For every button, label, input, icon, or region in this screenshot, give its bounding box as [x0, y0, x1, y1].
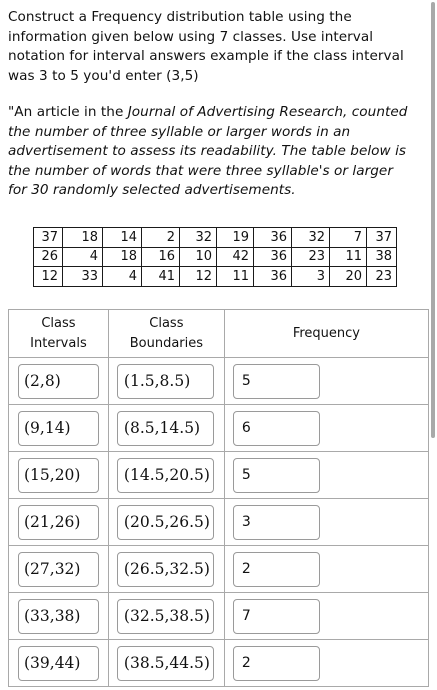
data-cell: 36 — [254, 247, 292, 267]
data-cell: 4 — [103, 267, 142, 287]
scrollbar[interactable] — [431, 2, 435, 438]
quote-italic-text: Journal of Advertising Research, counted — [127, 104, 408, 120]
class-interval-cell — [9, 452, 109, 499]
class-interval-cell — [9, 546, 109, 593]
data-cell: 7 — [330, 228, 367, 248]
class-boundary-cell — [108, 499, 224, 546]
data-cell: 37 — [367, 228, 397, 248]
data-cell: 16 — [142, 247, 180, 267]
instructions-line: notation for interval answers example if the class interval — [8, 48, 404, 64]
header-class-boundaries: Class Boundaries — [108, 310, 224, 358]
instructions-text — [8, 8, 423, 86]
class-interval-input[interactable]: (39,44) — [18, 646, 99, 681]
class-boundary-cell — [108, 405, 224, 452]
class-interval-input[interactable]: (21,26) — [18, 505, 99, 540]
quote-line — [8, 103, 426, 123]
frequency-cell — [224, 593, 428, 640]
class-interval-input[interactable]: (9,14) — [18, 411, 99, 446]
quote-plain-text: "An article in the — [8, 104, 128, 120]
data-cell: 32 — [180, 228, 217, 248]
data-cell: 20 — [330, 267, 367, 287]
quote-line: advertisement to assess its readability. The table below is — [8, 143, 407, 159]
frequency-table-header — [9, 310, 429, 358]
header-class-intervals: Class Intervals — [9, 310, 109, 358]
data-cell: 38 — [367, 247, 397, 267]
frequency-cell — [224, 358, 428, 405]
header-frequency: Frequency — [224, 310, 428, 358]
frequency-input[interactable]: 2 — [233, 646, 320, 681]
data-cell: 12 — [34, 267, 63, 287]
quote-line: the number of three syllable or larger words in an — [8, 123, 351, 140]
quote-line: the number of words that were three syllable's or larger — [8, 162, 393, 179]
instructions-line: Construct a Frequency distribution table using the — [8, 9, 352, 25]
frequency-cell — [224, 405, 428, 452]
data-cell: 11 — [217, 267, 254, 287]
frequency-input[interactable]: 3 — [233, 505, 320, 540]
class-boundary-input[interactable]: (32.5,38.5) — [117, 599, 214, 634]
frequency-input[interactable]: 2 — [233, 552, 320, 587]
class-interval-input[interactable]: (15,20) — [18, 458, 99, 493]
data-cell: 41 — [142, 267, 180, 287]
frequency-row — [9, 358, 429, 405]
class-interval-cell — [9, 405, 109, 452]
data-cell: 37 — [34, 228, 63, 248]
data-row — [34, 267, 397, 287]
data-cell: 23 — [292, 247, 330, 267]
data-cell: 2 — [142, 228, 180, 248]
data-cell: 12 — [180, 267, 217, 287]
class-interval-input[interactable]: (2,8) — [18, 364, 99, 399]
class-boundary-cell — [108, 640, 224, 687]
frequency-cell — [224, 546, 428, 593]
data-cell: 36 — [254, 228, 292, 248]
data-cell: 14 — [103, 228, 142, 248]
data-cell: 33 — [63, 267, 103, 287]
class-boundary-input[interactable]: (26.5,32.5) — [117, 552, 214, 587]
frequency-row — [9, 593, 429, 640]
frequency-input[interactable]: 5 — [233, 364, 320, 399]
frequency-cell — [224, 640, 428, 687]
frequency-row — [9, 499, 429, 546]
class-interval-cell — [9, 358, 109, 405]
article-quote — [8, 103, 426, 201]
instructions-line: information given below using 7 classes. Use interval — [8, 28, 374, 45]
class-boundary-input[interactable]: (20.5,26.5) — [117, 505, 214, 540]
frequency-row — [9, 640, 429, 687]
frequency-table — [8, 309, 429, 687]
data-row — [34, 228, 397, 248]
frequency-cell — [224, 499, 428, 546]
frequency-input[interactable]: 7 — [233, 599, 320, 634]
class-boundary-input[interactable]: (1.5,8.5) — [117, 364, 214, 399]
quote-line: for 30 randomly selected advertisements. — [8, 182, 296, 198]
class-interval-cell — [9, 499, 109, 546]
class-boundary-cell — [108, 452, 224, 499]
class-boundary-cell — [108, 358, 224, 405]
data-cell: 32 — [292, 228, 330, 248]
data-cell: 10 — [180, 247, 217, 267]
class-boundary-input[interactable]: (38.5,44.5) — [117, 646, 214, 681]
raw-data-table — [33, 227, 397, 287]
data-cell: 3 — [292, 267, 330, 287]
data-cell: 11 — [330, 247, 367, 267]
frequency-row — [9, 546, 429, 593]
data-cell: 18 — [63, 228, 103, 248]
class-boundary-cell — [108, 593, 224, 640]
data-cell: 4 — [63, 247, 103, 267]
data-cell: 19 — [217, 228, 254, 248]
class-interval-input[interactable]: (33,38) — [18, 599, 99, 634]
frequency-cell — [224, 452, 428, 499]
class-interval-cell — [9, 640, 109, 687]
class-boundary-input[interactable]: (8.5,14.5) — [117, 411, 214, 446]
frequency-input[interactable]: 5 — [233, 458, 320, 493]
class-boundary-input[interactable]: (14.5,20.5) — [117, 458, 214, 493]
class-interval-input[interactable]: (27,32) — [18, 552, 99, 587]
data-cell: 23 — [367, 267, 397, 287]
data-cell: 42 — [217, 247, 254, 267]
frequency-row — [9, 405, 429, 452]
data-cell: 18 — [103, 247, 142, 267]
data-cell: 26 — [34, 247, 63, 267]
frequency-row — [9, 452, 429, 499]
class-interval-cell — [9, 593, 109, 640]
data-cell: 36 — [254, 267, 292, 287]
frequency-input[interactable]: 6 — [233, 411, 320, 446]
instructions-line: was 3 to 5 you'd enter (3,5) — [8, 67, 199, 84]
data-row — [34, 247, 397, 267]
class-boundary-cell — [108, 546, 224, 593]
